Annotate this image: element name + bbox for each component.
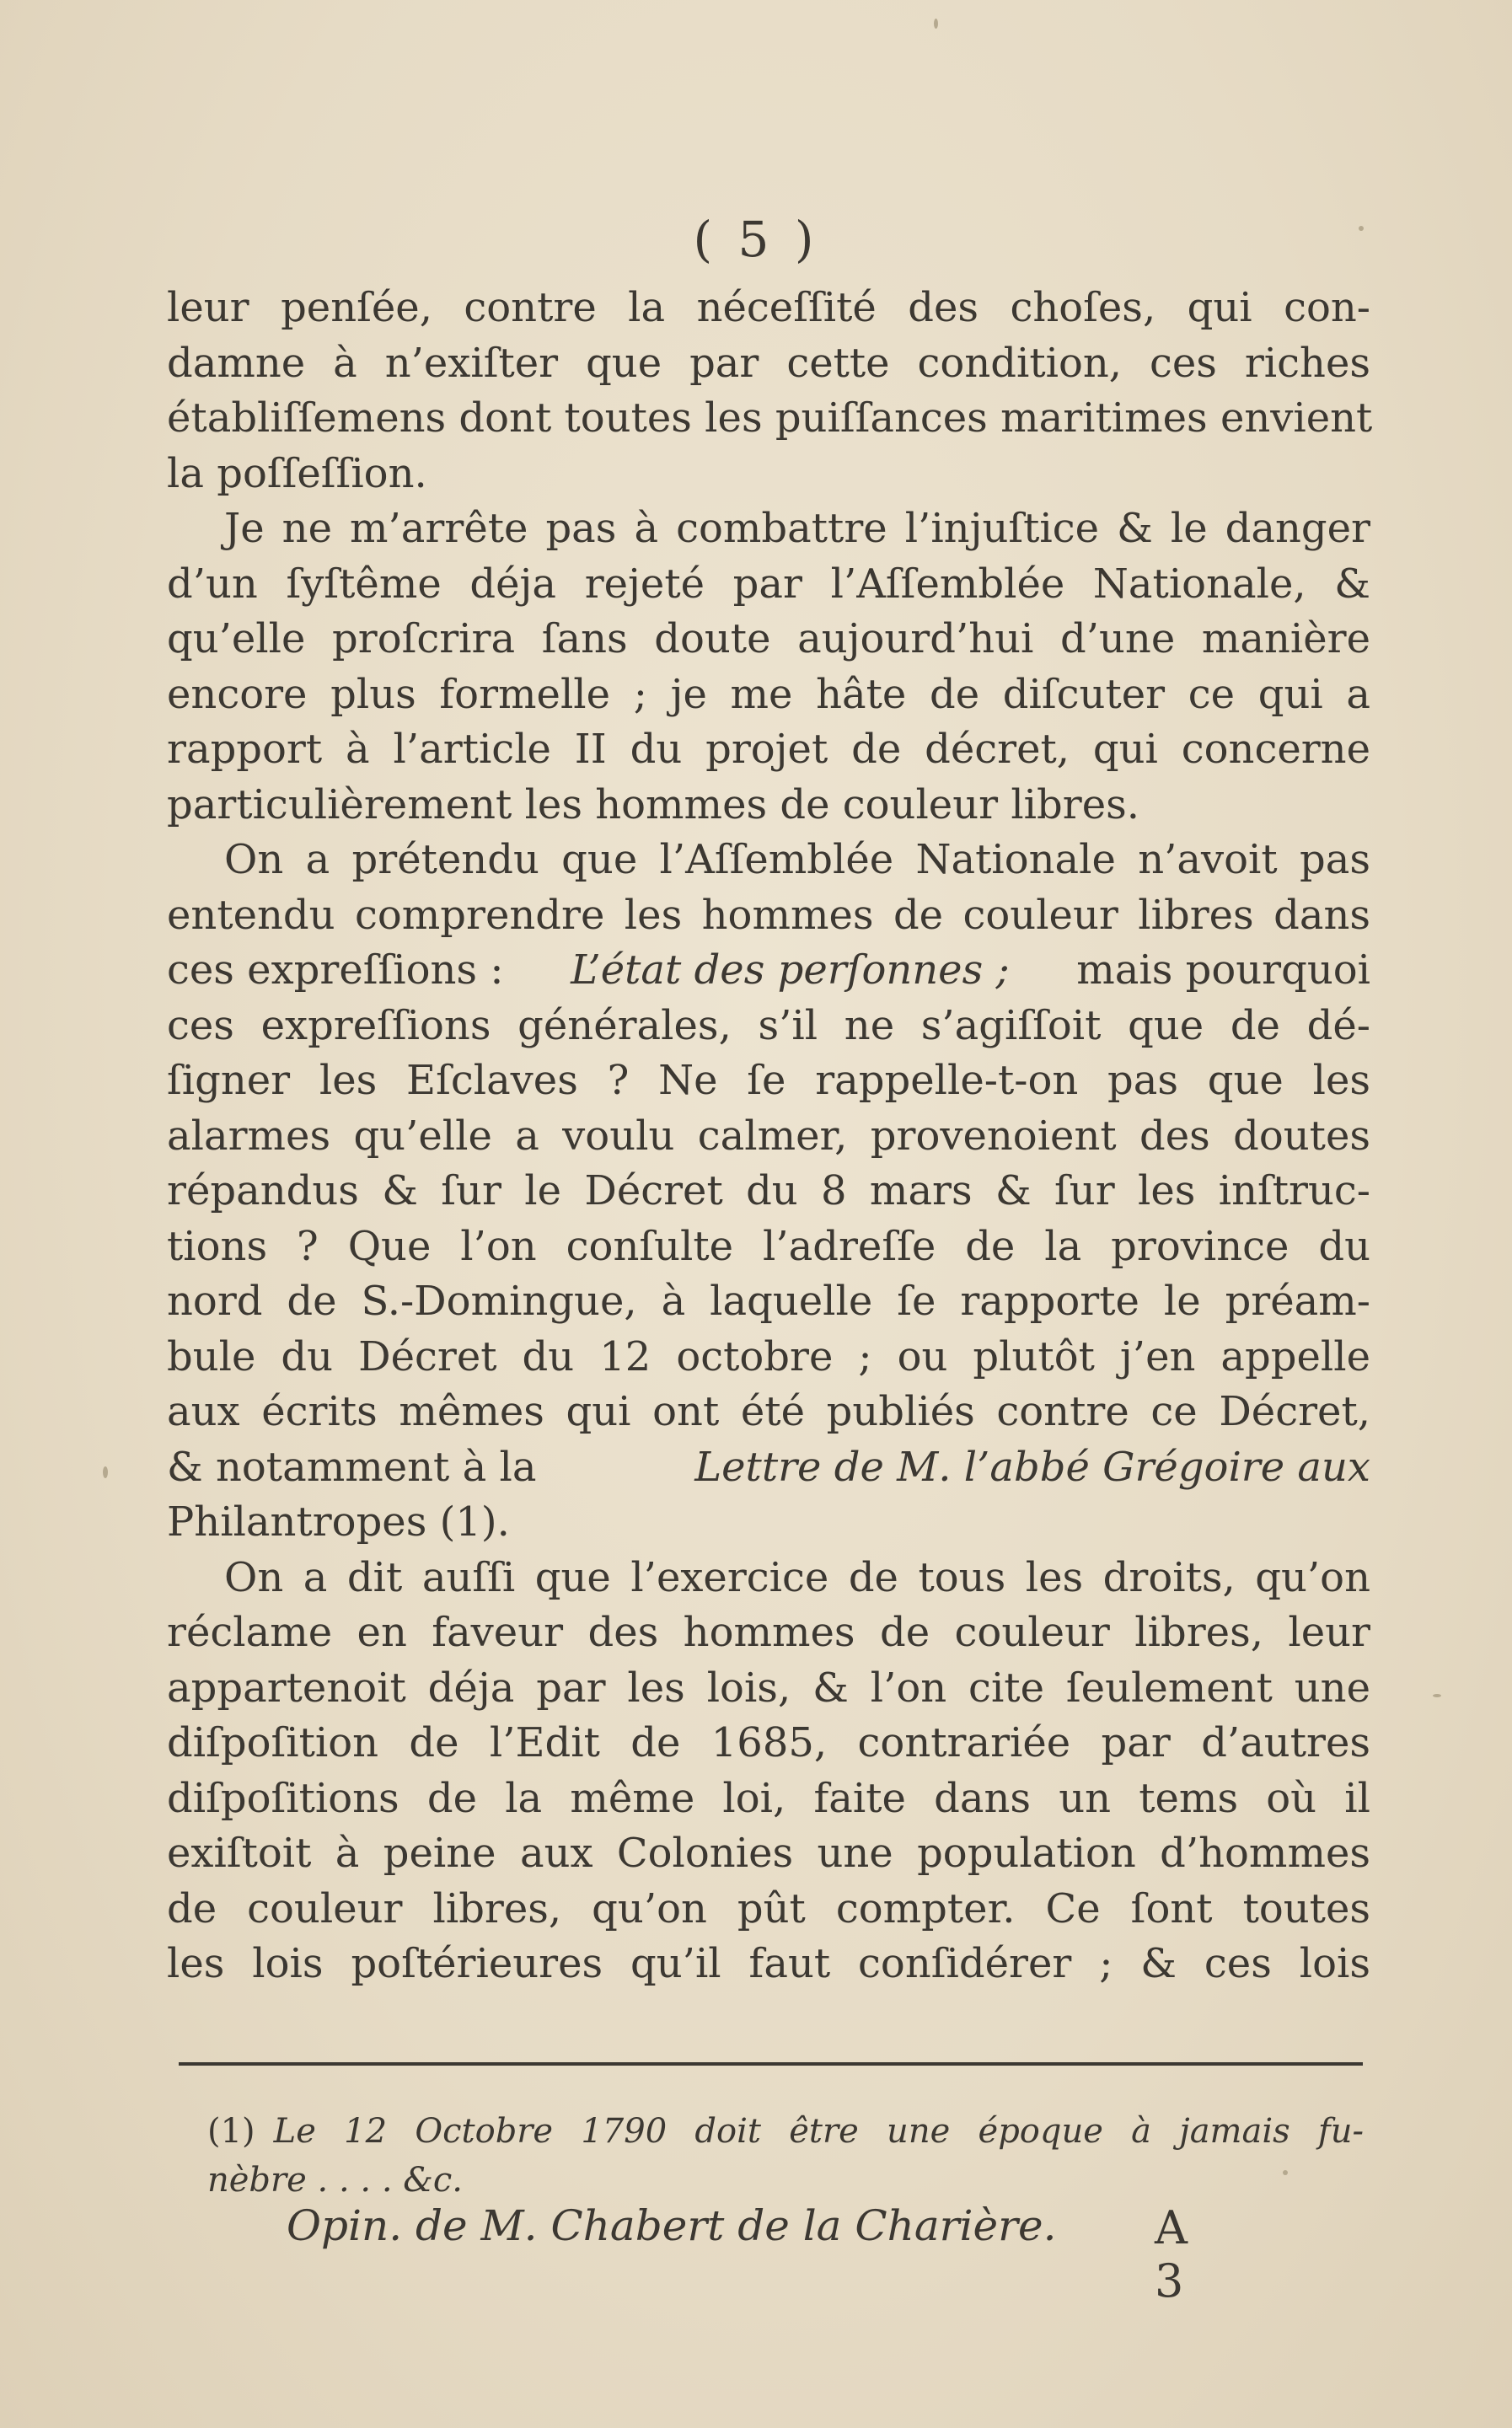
text-segment: ces expreſſions : — [167, 946, 504, 994]
footnote-divider — [179, 2062, 1363, 2066]
paper-speck — [1359, 226, 1364, 231]
text-line: d’un ſyſtême déja rejeté par l’Aſſemblée Nationale, & — [167, 560, 1370, 608]
signature-mark: A 3 — [1155, 2201, 1188, 2307]
footnote — [207, 2107, 1364, 2205]
text-line: la poſſeſſion. — [167, 449, 427, 497]
text-line: leur penſée, contre la néceſſité des choſes, qui con- — [167, 284, 1370, 331]
text-line: répandus & ſur le Décret du 8 mars & ſur les inſtruc- — [167, 1167, 1370, 1214]
footnote-line — [207, 2107, 1364, 2156]
text-line: exiſtoit à peine aux Colonies une population d’hommes — [167, 1830, 1370, 1877]
page-footer — [287, 2201, 1222, 2307]
text-line: de couleur libres, qu’on pût compter. Ce ſont toutes — [167, 1884, 1370, 1932]
text-line: établiſſemens dont toutes les puiſſances maritimes envient — [167, 394, 1373, 442]
text-line: damne à n’exiſter que par cette condition, ces riches — [167, 339, 1370, 387]
text-line: alarmes qu’elle a voulu calmer, provenoient des doutes — [167, 1112, 1370, 1160]
paper-speck — [934, 19, 938, 29]
text-line: bule du Décret du 12 octobre ; ou plutôt j’en appelle — [167, 1332, 1370, 1380]
text-line: Philantropes (1). — [167, 1498, 510, 1546]
footnote-marker: (1) — [207, 2112, 255, 2151]
text-line: On a prétendu que l’Aſſemblée Nationale n’avoit pas — [224, 836, 1370, 883]
text-line: tions ? Que l’on conſulte l’adreſſe de la province du — [167, 1222, 1370, 1270]
page-number: ( 5 ) — [693, 211, 819, 268]
text-line: particulièrement les hommes de couleur libres. — [167, 780, 1139, 828]
text-line — [167, 943, 1370, 999]
text-line: encore plus formelle ; je me hâte de diſcuter ce qui a — [167, 670, 1370, 718]
text-line: entendu comprendre les hommes de couleur libres dans — [167, 891, 1370, 939]
text-line: réclame en faveur des hommes de couleur libres, leur — [167, 1609, 1370, 1656]
text-line: ces expreſſions générales, s’il ne s’agiſſoit que de dé- — [167, 1001, 1370, 1049]
text-line — [167, 1440, 1370, 1496]
text-line: rapport à l’article II du projet de décret, qui concerne — [167, 726, 1370, 773]
text-line: les lois poſtérieures qu’il faut conſidérer ; & ces lois — [167, 1940, 1370, 1987]
paper-speck — [1283, 2170, 1288, 2175]
text-line: diſpoſition de l’Edit de 1685, contrariée par d’autres — [167, 1719, 1370, 1766]
italic-phrase: L’état des perſonnes ; — [571, 946, 1010, 994]
text-line: diſpoſitions de la même loi, faite dans un tems où il — [167, 1774, 1370, 1822]
text-line: nord de S.-Domingue, à laquelle ſe rapporte le préam- — [167, 1278, 1370, 1325]
text-line: ſigner les Eſclaves ? Ne ſe rappelle-t-on pas que les — [167, 1057, 1370, 1104]
text-line: qu’elle proſcrira ſans doute aujourd’hui d’une manière — [167, 615, 1370, 662]
text-line: On a dit auſſi que l’exercice de tous les droits, qu’on — [224, 1553, 1370, 1601]
footer-title: Opin. de M. Chabert de la Charière. — [287, 2201, 1057, 2250]
body-text — [167, 281, 1373, 1992]
paper-speck — [1433, 1694, 1441, 1697]
italic-phrase: Lettre de M. l’abbé Grégoire aux — [694, 1443, 1370, 1491]
text-segment: mais pourquoi — [1076, 946, 1370, 994]
footnote-text: Le 12 Octobre 1790 doit être une époque à jamais fu- — [273, 2112, 1364, 2151]
text-line: aux écrits mêmes qui ont été publiés contre ce Décret, — [167, 1388, 1370, 1435]
footnote-line: nèbre . . . . &c. — [207, 2161, 463, 2200]
text-segment: & notamment à la — [167, 1443, 537, 1491]
text-line: appartenoit déja par les lois, & l’on cite ſeulement une — [167, 1664, 1370, 1712]
paper-speck — [103, 1466, 108, 1478]
text-line: Je ne m’arrête pas à combattre l’injuſtice & le danger — [224, 505, 1370, 552]
